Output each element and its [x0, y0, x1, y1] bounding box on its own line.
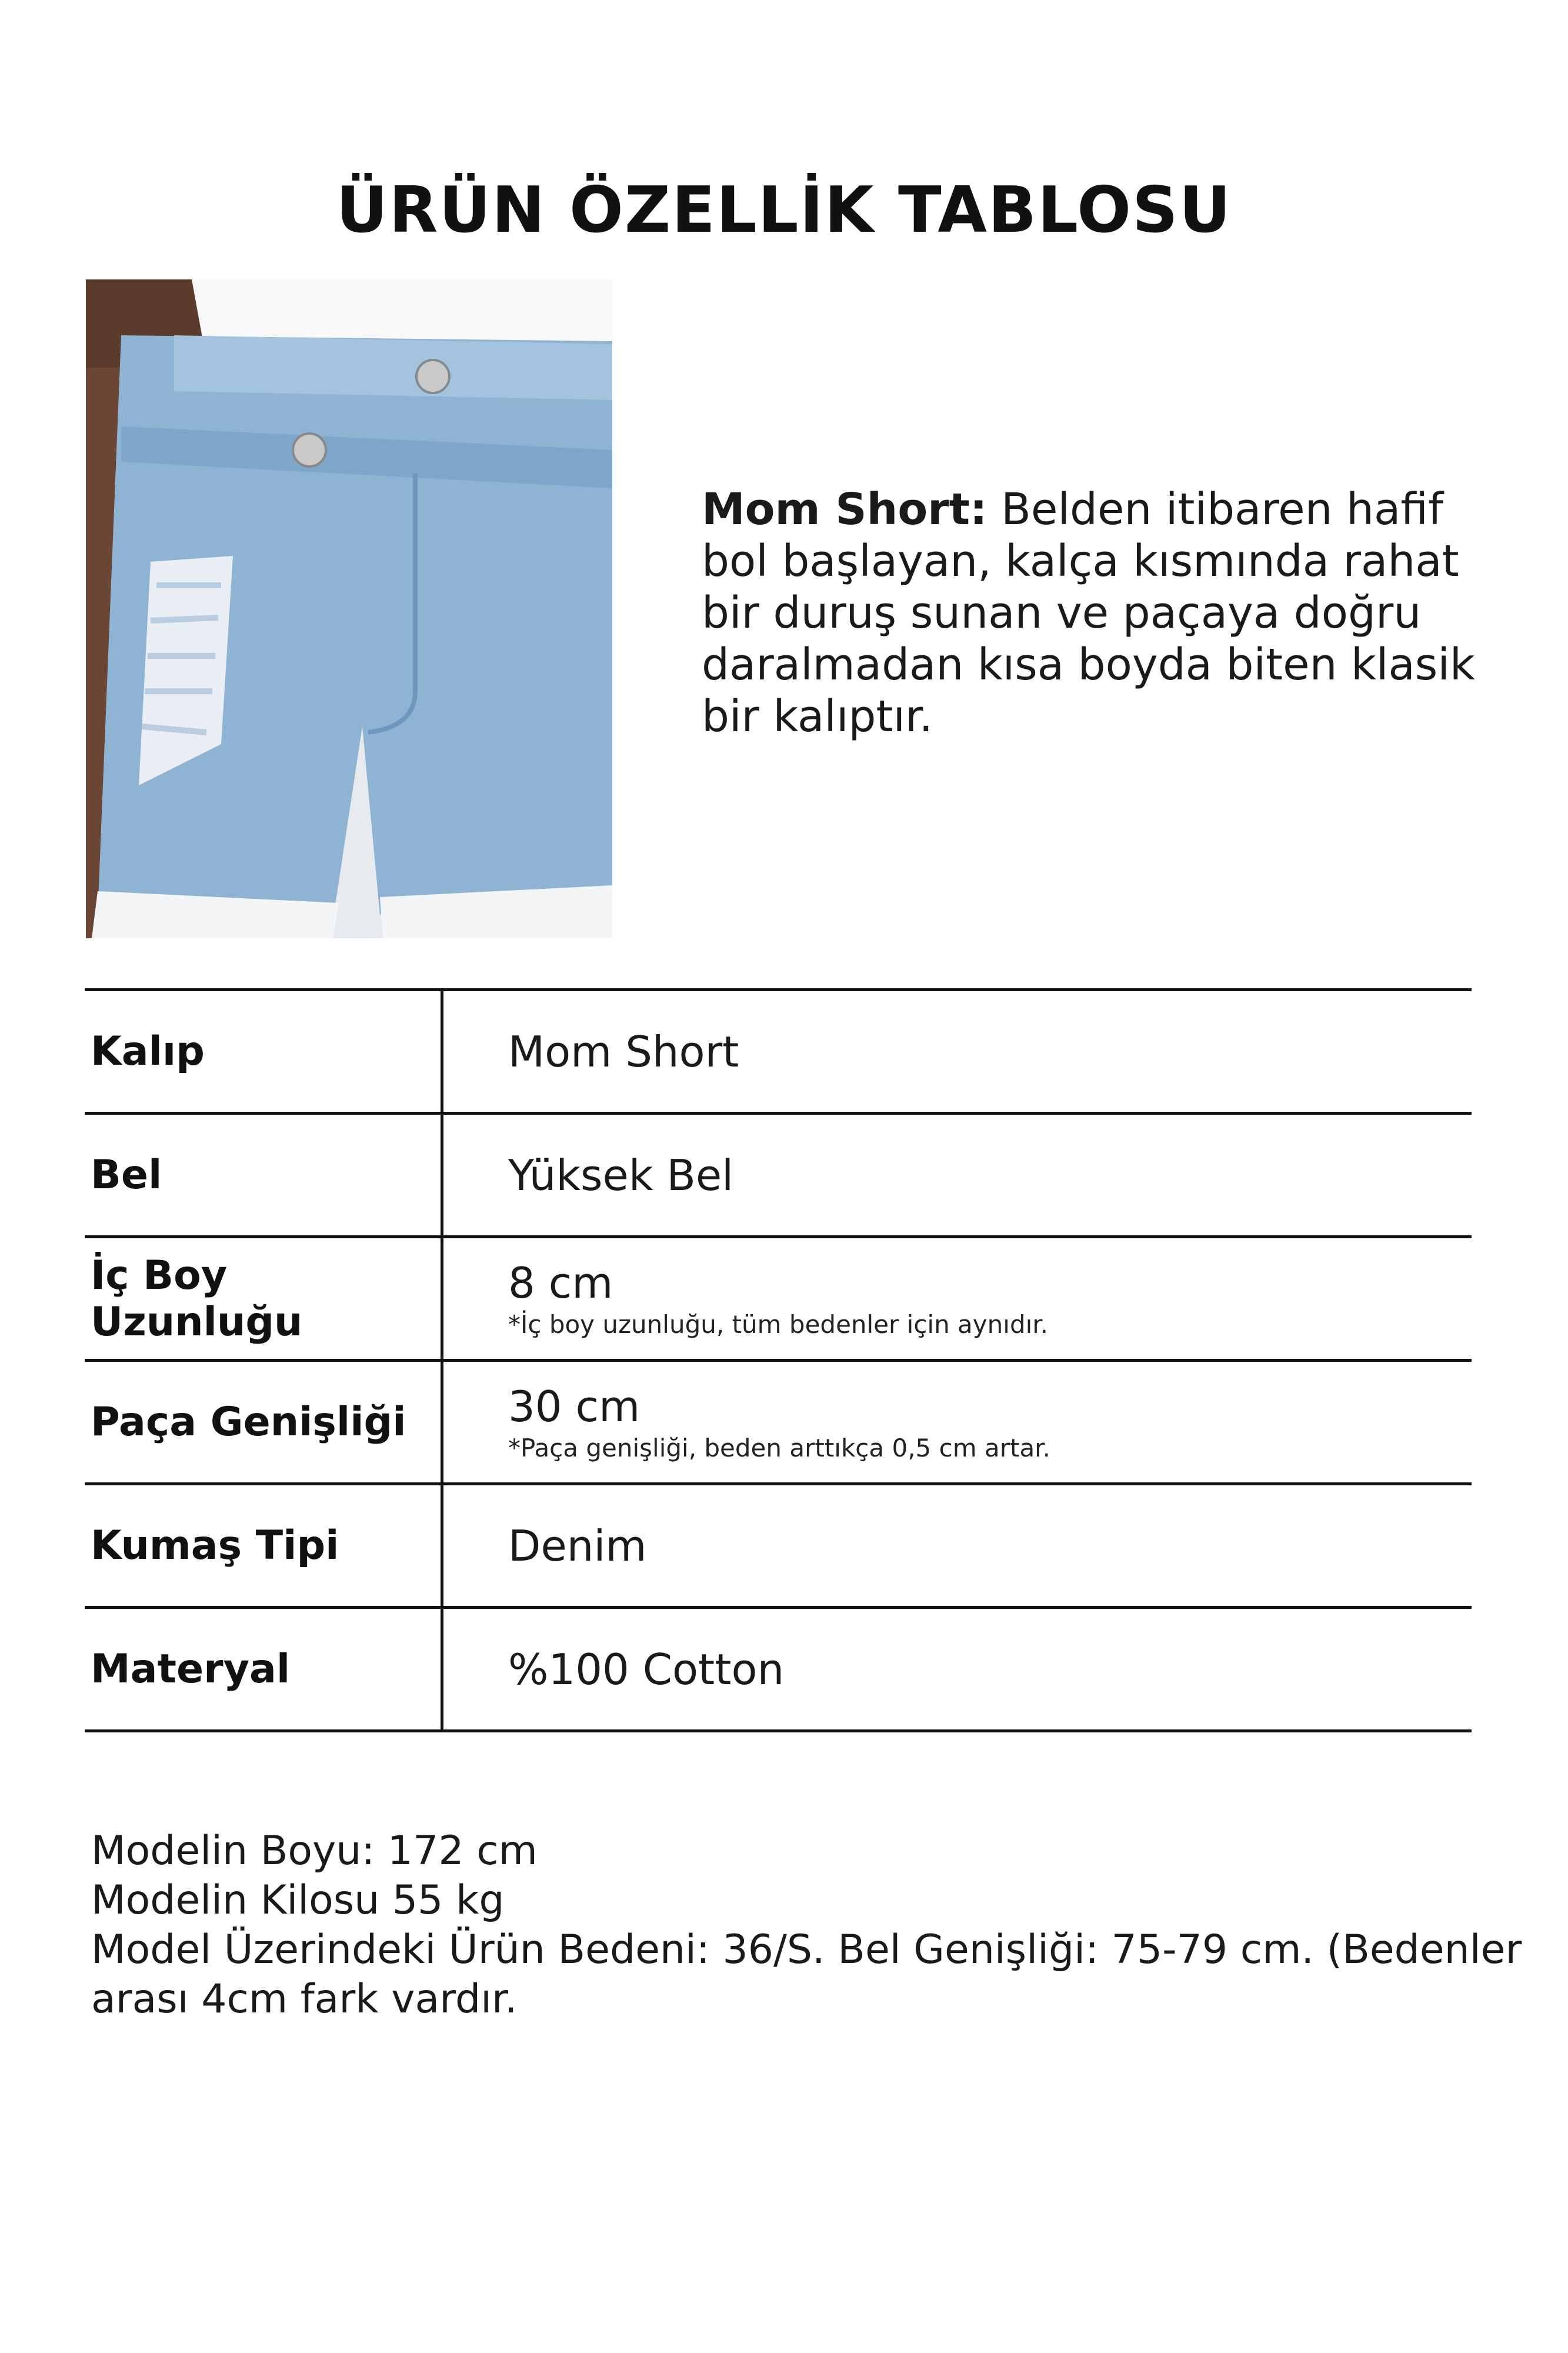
spec-note: *Paça genişliği, beden arttıkça 0,5 cm artar.	[508, 1434, 1050, 1462]
spec-table	[85, 988, 1472, 1732]
spec-key: Kalıp	[85, 990, 442, 1114]
spec-value-cell	[442, 1608, 1472, 1731]
spec-value-cell	[442, 1484, 1472, 1608]
description-text: Belden itibaren hafif bol başlayan, kalça kısmında rahat bir duruş sunan ve paçaya doğru daralmadan kısa boyda biten klasik bir kalıptır.	[702, 484, 1475, 742]
description-lead: Mom Short:	[702, 484, 987, 535]
spec-note: *İç boy uzunluğu, tüm bedenler için aynıdır.	[508, 1310, 1049, 1339]
spec-row	[85, 1608, 1472, 1731]
page-title: ÜRÜN ÖZELLİK TABLOSU	[336, 174, 1232, 247]
model-info-line: Modelin Boyu: 172 cm	[91, 1828, 538, 1874]
spec-row	[85, 1237, 1472, 1361]
product-description	[702, 484, 1490, 742]
spec-row	[85, 1361, 1472, 1484]
spec-value-cell	[442, 1237, 1472, 1361]
spec-value-cell	[442, 1114, 1472, 1237]
spec-value: Denim	[508, 1521, 647, 1571]
spec-value: Yüksek Bel	[508, 1150, 734, 1200]
spec-row	[85, 1484, 1472, 1608]
model-info-line: arası 4cm fark vardır.	[91, 1976, 518, 2022]
spec-row	[85, 990, 1472, 1114]
model-info-line: Model Üzerindeki Ürün Bedeni: 36/S. Bel Genişliği: 75-79 cm. (Bedenler	[91, 1927, 1522, 1973]
model-info	[91, 1827, 1522, 2024]
model-info-line: Modelin Kilosu 55 kg	[91, 1877, 505, 1924]
spec-key: Paça Genişliği	[85, 1361, 442, 1484]
spec-key: Materyal	[85, 1608, 442, 1731]
spec-key: İç Boy Uzunluğu	[85, 1237, 442, 1361]
spec-key: Bel	[85, 1114, 442, 1237]
spec-value: %100 Cotton	[508, 1644, 785, 1694]
spec-key: Kumaş Tipi	[85, 1484, 442, 1608]
spec-value: 8 cm	[508, 1258, 613, 1308]
spec-value: 30 cm	[508, 1382, 640, 1431]
spec-value-cell	[442, 990, 1472, 1114]
spec-value-cell	[442, 1361, 1472, 1484]
spec-row	[85, 1114, 1472, 1237]
spec-value: Mom Short	[508, 1026, 739, 1076]
product-photo	[86, 279, 612, 938]
